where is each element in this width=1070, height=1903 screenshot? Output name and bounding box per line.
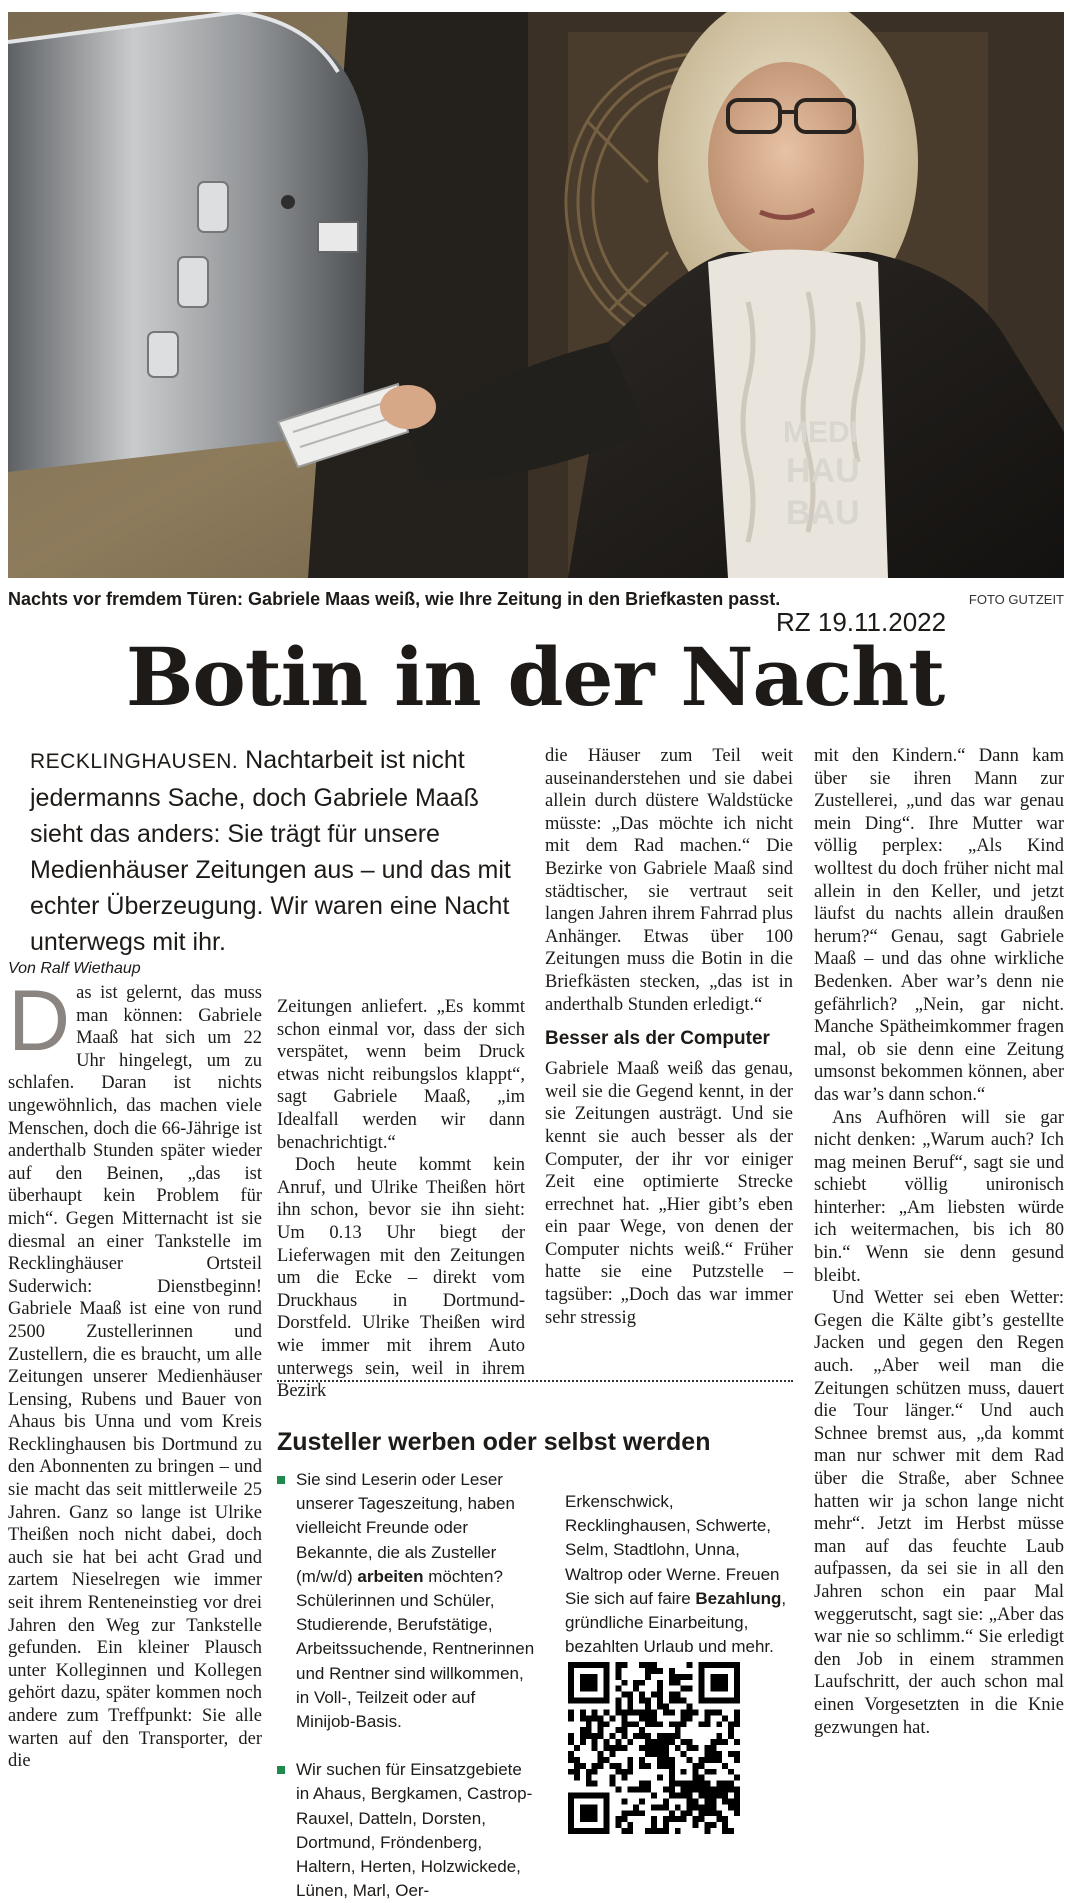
photo-caption: Nachts vor fremdem Türen: Gabriele Maas weiß, wie Ihre Zeitung in den Briefkasten passt. — [8, 589, 781, 609]
ad-headline: Zusteller werben oder selbst werden — [277, 1428, 711, 1456]
date-stamp: RZ 19.11.2022 — [776, 607, 947, 637]
ad-item-2 — [277, 1758, 537, 1903]
ad-column-1 — [277, 1468, 537, 1903]
article-column-3 — [545, 745, 793, 1329]
author-byline: Von Ralf Wiethaup — [8, 960, 141, 977]
article-photo — [8, 12, 1064, 578]
column-2-paragraph-1: Zeitungen anliefert. „Es kommt schon einmal vor, dass der sich verspätet, wenn beim Druck etwas nicht reibungslos klappt“, sagt Gabriele Maaß, „im Idealfall werden wir dann benachrichtigt.“ — [277, 997, 525, 1153]
ad-col2-bold: Bezahlung — [695, 1588, 782, 1608]
lead-paragraph — [30, 742, 512, 960]
ad-col2-text-a: Erkenschwick, Recklinghausen, Schwerte, Selm, Stadtlohn, Unna, Waltrop oder Werne. Freuen Sie sich auf faire — [565, 1492, 780, 1608]
ad-item-1-text-a: Sie sind Leserin oder Leser unserer Tageszeitung, haben vielleicht Freunde oder Bekannte, die als Zusteller (m/w/d) — [296, 1470, 515, 1586]
subheading: Besser als der Computer — [545, 1028, 770, 1050]
qr-code-graphic — [568, 1662, 740, 1834]
ad-col2-text-b: , gründliche Einarbeitung, bezahlten Urlaub und mehr. — [565, 1588, 787, 1657]
ad-item-1 — [277, 1468, 537, 1734]
column-3-paragraph-1: die Häuser zum Teil weit auseinanderstehen und sie dabei allein durch düstere Waldstücke müsste: „Das möchte ich nicht mit dem Rad machen.“ Die Bezirke von Gabriele Maaß sind städtischer, sie vertraut seit langen Jahren ihrem Fahrrad plus Anhänger. Etwas über 100 Zeitungen muss die Botin in die Briefkästen stecken, „das ist in anderthalb Stunden erledigt.“ — [545, 746, 793, 1015]
photo-credit: FOTO GUTZEIT — [968, 592, 1064, 607]
ad-column-2 — [565, 1490, 797, 1659]
ad-item-1-bold: arbeiten — [357, 1566, 424, 1586]
jacket-print-line1: MEDI — [783, 416, 858, 449]
photo-illustration — [8, 12, 1064, 578]
bullet-icon — [277, 1476, 285, 1484]
article-column-2 — [277, 996, 525, 1403]
article-column-4 — [814, 745, 1064, 1739]
article-column-1 — [8, 973, 262, 1773]
ad-column-2-text — [565, 1490, 797, 1659]
lead-text: Nachtarbeit ist nicht jedermanns Sache, doch Gabriele Maaß sieht das anders: Sie trägt für unsere Medienhäuser Zeitungen aus – und das mit echter Überzeugung. Wir waren eine Nacht unterwegs mit ihr. — [30, 746, 511, 956]
column-4-paragraph-2: Ans Aufhören will sie gar nicht denken: „Warum auch? Ich mag meinen Beruf“, sagt sie und schiebt völlig unironisch hinterher: „Am liebsten würde ich weitermachen, bis ich 80 bin.“ Wenn sie denn gesund bleibt. — [814, 1107, 1064, 1286]
jacket-print-line2: HAU — [786, 452, 860, 490]
ad-item-1-text-b: möchten? Schülerinnen und Schüler, Studierende, Berufstätige, Arbeitssuchende, Rentnerinnen und Rentner sind willkommen, in Voll-, Teilzeit oder auf Minijob-Basis. — [296, 1566, 535, 1732]
qr-code-icon[interactable] — [568, 1662, 740, 1834]
jacket-print-line3: BAU — [786, 494, 860, 532]
bullet-icon — [277, 1766, 285, 1774]
column-4-paragraph-1: mit den Kindern.“ Dann kam über sie ihren Mann zur Zustellerei, „und das war genau mein Ding“. Ihre Mutter war völlig perplex: „Als Kind wolltest du doch früher nicht mal allein in den Keller, und jetzt läufst du nachts allein draußen herum?“ Genau, sagt Gabriele Maaß – und das ohne wirkliche Bedenken. Aber war’s denn nie gefährlich? „Nein, gar nicht. Manche Spätheimkommer fragen mal, ob sie denn eine Zeitung umsonst bekommen können, aber das war’s dann schon.“ — [814, 746, 1064, 1105]
ad-divider — [277, 1380, 793, 1382]
column-3-paragraph-2: Gabriele Maaß weiß das genau, weil sie die Gegend kennt, in der sie Zeitungen austrägt. Und sie kennt sie auch besser als der Computer, der ihr vor einiger Zeit eine optimierte Strecke errechnet hat. „Hier gibt’s eben ein paar Wege, von denen der Computer nichts weiß.“ Früher hatte sie eine Putzstelle – tagsüber: „Doch das war immer sehr stressig — [545, 1059, 793, 1328]
ad-item-2-text: Wir suchen für Einsatzgebiete in Ahaus, Bergkamen, Castrop-Rauxel, Datteln, Dorsten, Dortmund, Fröndenberg, Haltern, Herten, Holzwickede, Lünen, Marl, Oer- — [296, 1760, 533, 1901]
drop-cap: D — [8, 973, 71, 1069]
column-1-text: as ist gelernt, das muss man können: Gabriele Maaß hat sich um 22 Uhr hingelegt, um zu schlafen. Daran ist nichts ungewöhnlich, das machen viele Menschen, doch die 66-Jährige ist anderthalb Stunden später wieder auf den Beinen, „das ist überhaupt kein Problem für mich“. Gegen Mitternacht ist sie diesmal an einer Tankstelle im Recklinghäuser Ortsteil Suderwich: Dienstbeginn! Gabriele Maaß ist eine von rund 2500 Zustellerinnen und Zustellern, die es braucht, um alle Zeitungen unserer Medienhäuser Lensing, Rubens und Bauer von Ahaus bis Unna und vom Kreis Recklinghausen bis Dortmund zu den Abonnenten zu bringen – und sie macht das seit mittlerweile 25 Jahren. Ganz so lange ist Ulrike Theißen noch nicht dabei, doch auch sie hat bei acht Grad und zartem Nieselregen wie immer seit ihrem Renteneinstieg vor drei Jahren den Weg zur Tankstelle gefunden. Ein kleiner Plausch unter Kolleginnen und Kollegen gehört dazu, später kommen noch andere zum Treffpunkt: Sie alle warten auf den Transporter, der die — [8, 983, 262, 1772]
column-4-paragraph-3: Und Wetter sei eben Wetter: Gegen die Kälte gibt’s gestellte Jacken und gegen den Regen auch. „Aber weil man die Zeitungen schützen muss, dauert die Tour länger.“ Und auch Schnee bremst aus, „da kommt man nur schwer mit dem Rad über die Straße, aber Schnee hatten wir ja schon lange nicht mehr“. Jetzt im Herbst müsse man auf das feuchte Laub aufpassen, da sei sie in all den Jahren schon ein paar Mal weggerutscht, sagt sie: „Aber das war nie so schlimm.“ Sie erledigt den Job in einem strammen Laufschritt, der auch schon mal einen Vorgesetzten in die Knie gezwungen hat. — [814, 1288, 1064, 1738]
column-2-paragraph-2: Doch heute kommt kein Anruf, und Ulrike Theißen hört ihn schon, bevor sie ihn sieht: Um 0.13 Uhr biegt der Lieferwagen mit den Zeitungen um die Ecke – direkt vom Druckhaus in Dortmund-Dorstfeld. Ulrike Theißen wird wie immer mit ihrem Auto unterwegs sein, weil in ihrem Bezirk — [277, 1155, 525, 1402]
headline: Botin in der Nacht — [125, 630, 945, 724]
dateline-location: RECKLINGHAUSEN. — [30, 750, 239, 773]
